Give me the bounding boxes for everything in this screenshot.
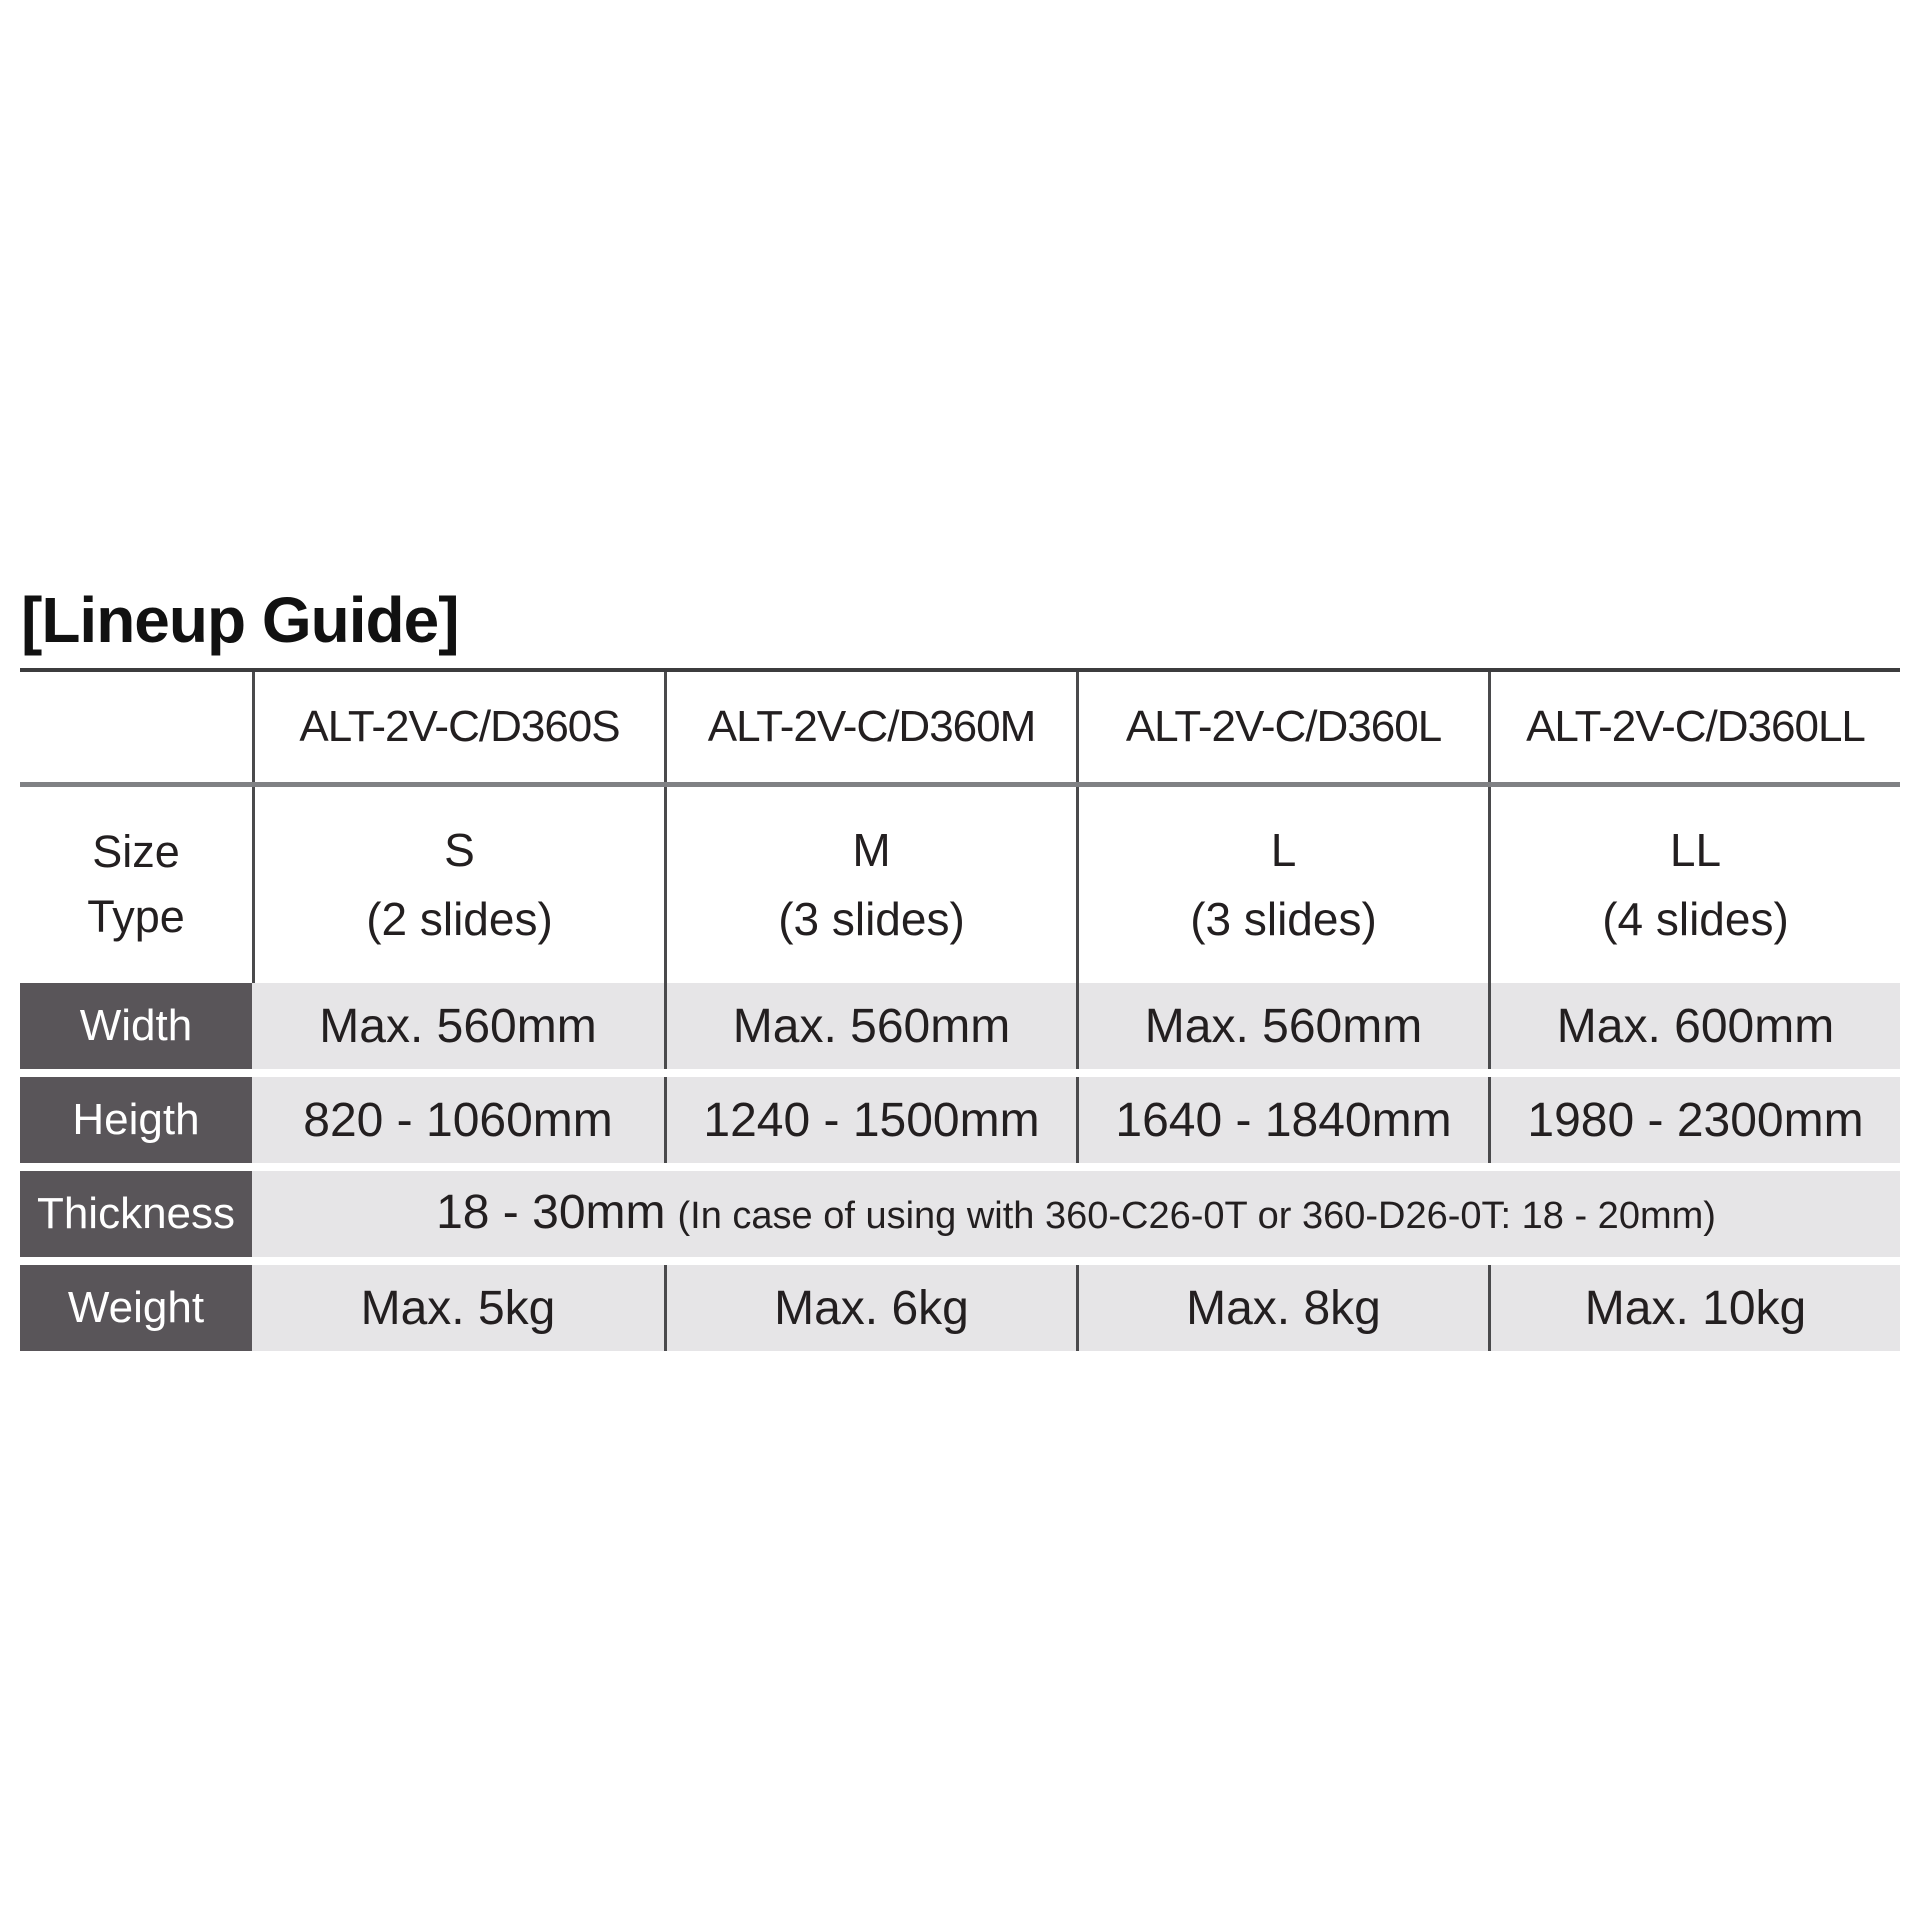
size-cell [664,787,1076,983]
spec-value-cell: Max. 8kg [1076,1265,1488,1351]
model-header-cell: ALT-2V-C/D360LL [1488,672,1900,782]
thickness-main-value: 18 - 30mm [436,1186,666,1239]
row-label: Width [20,983,252,1069]
spec-value-cell: 1640 - 1840mm [1076,1077,1488,1163]
model-header-cell: ALT-2V-C/D360S [252,672,664,782]
model-header-row [20,668,1900,787]
size-type-label-line2: Type [87,891,185,942]
page-title: [Lineup Guide] [21,584,459,656]
size-slides: (2 slides) [366,893,553,945]
model-header-cell: ALT-2V-C/D360L [1076,672,1488,782]
size-code: S [444,824,475,876]
spec-value-cell: 820 - 1060mm [252,1077,664,1163]
thickness-value-cell [252,1171,1900,1257]
spec-value-cell: 1240 - 1500mm [664,1077,1076,1163]
lineup-guide-table [20,668,1900,1351]
size-slides: (4 slides) [1602,893,1789,945]
size-cell [1076,787,1488,983]
spec-value-cell: Max. 560mm [664,983,1076,1069]
spec-value-cell: Max. 560mm [1076,983,1488,1069]
spec-row-weight [20,1265,1900,1351]
thickness-note: (In case of using with 360-C26-0T or 360-D26-0T: 18 - 20mm) [677,1195,1716,1237]
spec-row-width [20,983,1900,1069]
size-code: L [1270,824,1297,876]
spec-row-heigth [20,1077,1900,1163]
size-slides: (3 slides) [778,893,965,945]
size-type-label [20,787,252,983]
spec-value-cell: Max. 6kg [664,1265,1076,1351]
size-type-label-line1: Size [92,826,180,878]
model-header-cell: ALT-2V-C/D360M [664,672,1076,782]
row-label: Heigth [20,1077,252,1163]
spec-value-cell: Max. 560mm [252,983,664,1069]
spec-value-cell: Max. 5kg [252,1265,664,1351]
row-label: Weight [20,1265,252,1351]
size-type-row [20,787,1900,983]
header-corner-cell [20,672,252,782]
size-code: LL [1669,824,1722,876]
spec-value-cell: Max. 600mm [1488,983,1900,1069]
size-cell [1488,787,1900,983]
size-cell [252,787,664,983]
spec-value-cell: 1980 - 2300mm [1488,1077,1900,1163]
spec-value-cell: Max. 10kg [1488,1265,1900,1351]
size-slides: (3 slides) [1190,893,1377,945]
spec-row-thickness [20,1171,1900,1257]
row-label: Thickness [20,1171,252,1257]
size-code: M [852,824,891,876]
